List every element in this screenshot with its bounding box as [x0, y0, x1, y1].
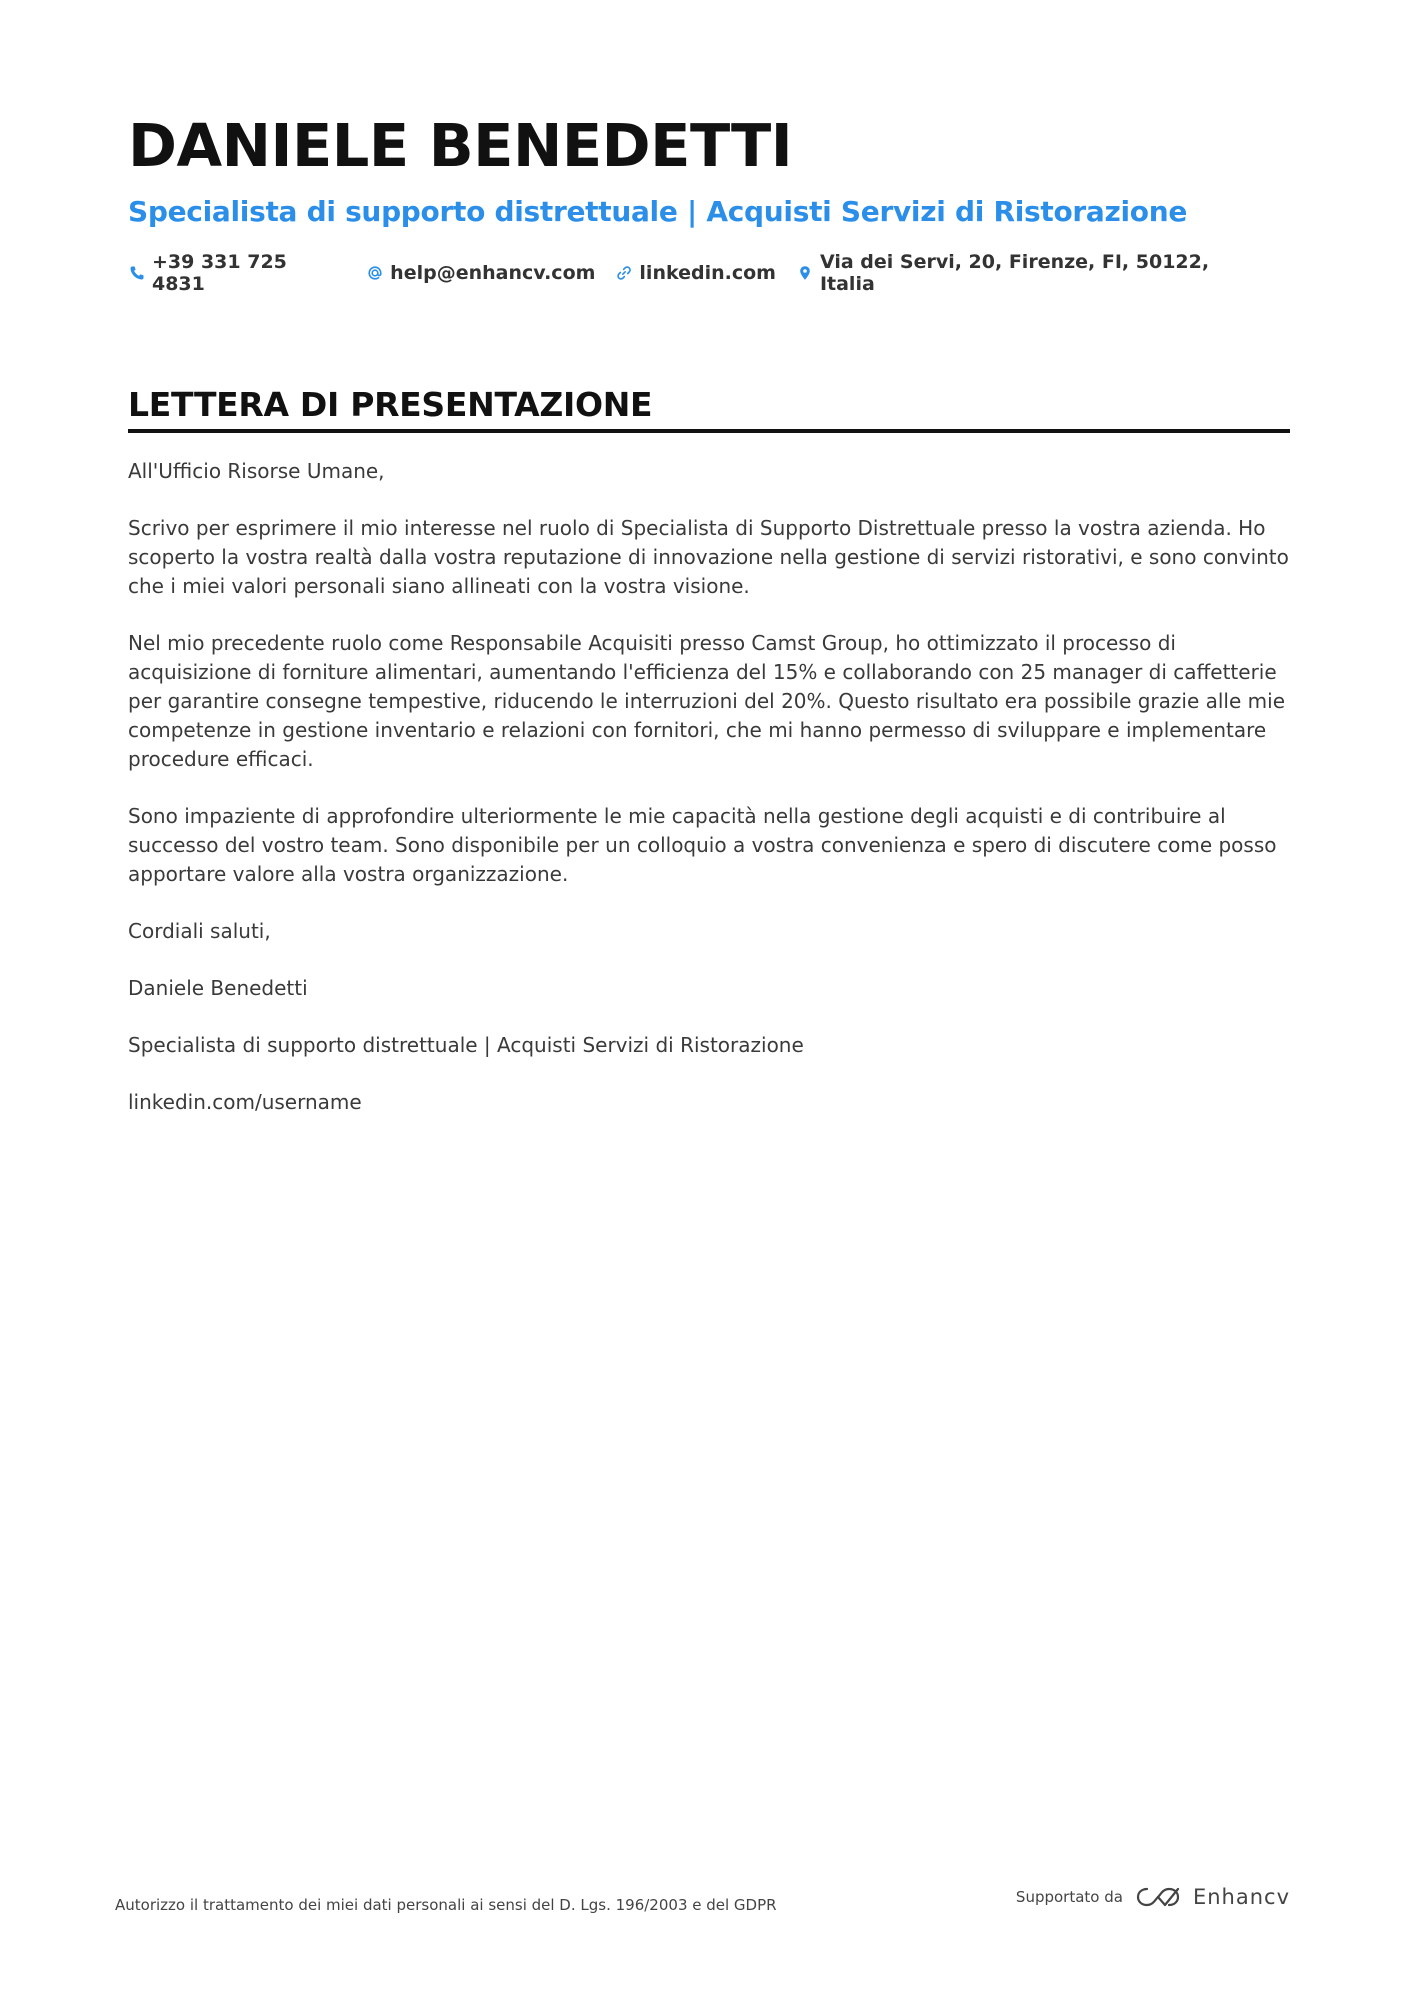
letter-body: [128, 457, 1290, 1117]
contact-email[interactable]: [366, 262, 595, 284]
location-pin-icon: [796, 264, 814, 282]
powered-by[interactable]: [1016, 1884, 1290, 1910]
signature-link[interactable]: linkedin.com/username: [128, 1089, 362, 1114]
letter-paragraph: Nel mio precedente ruolo come Responsabile Acquisiti presso Camst Group, ho ottimizzato il processo di acquisizione di forniture alimentari, aumentando l'efficienza del 15% e collaborando con 25 manager di caffetterie per garantire consegne tempestive, riducendo le interruzioni del 20%. Questo risultato era possibile grazie alle mie competenze in gestione inventario e relazioni con fornitori, che mi hanno permesso di sviluppare e implementare procedure efficaci.: [128, 630, 1285, 771]
applicant-name: DANIELE BENEDETTI: [128, 111, 793, 180]
contact-linkedin[interactable]: [615, 262, 776, 284]
contact-bar: [128, 251, 1290, 295]
address-text: Via dei Servi, 20, Firenze, FI, 50122, Italia: [819, 250, 1210, 295]
powered-by-label: Supportato da: [1015, 1888, 1123, 1906]
enhancv-logo-icon: [1135, 1884, 1181, 1910]
letter-salutation: All'Ufficio Risorse Umane,: [128, 458, 385, 483]
letter-closing: Cordiali saluti,: [128, 918, 271, 943]
cover-letter-page: [128, 108, 1290, 1145]
consent-notice: Autorizzo il trattamento dei miei dati personali ai sensi del D. Lgs. 196/2003 e del GDPR: [115, 1896, 777, 1914]
signature-title: Specialista di supporto distrettuale | Acquisti Servizi di Ristorazione: [128, 1032, 804, 1057]
contact-phone: [128, 251, 346, 295]
linkedin-link: linkedin.com: [639, 261, 776, 284]
enhancv-brand-text: Enhancv: [1192, 1885, 1290, 1909]
phone-icon: [128, 264, 146, 282]
at-icon: [366, 264, 384, 282]
phone-number: +39 331 725 4831: [151, 250, 287, 295]
section-divider: [128, 429, 1290, 433]
letter-paragraph: Scrivo per esprimere il mio interesse nel ruolo di Specialista di Supporto Distrettuale presso la vostra azienda. Ho scoperto la vostra realtà dalla vostra reputazione di innovazione nella gestione di servizi ristorativi, e sono convinto che i miei valori personali siano allineati con la vostra visione.: [128, 515, 1289, 598]
applicant-title: Specialista di supporto distrettuale | Acquisti Servizi di Ristorazione: [128, 195, 1188, 228]
section-title: LETTERA DI PRESENTAZIONE: [128, 384, 653, 424]
signature-name: Daniele Benedetti: [128, 975, 308, 1000]
letter-paragraph: Sono impaziente di approfondire ulteriormente le mie capacità nella gestione degli acquisti e di contribuire al successo del vostro team. Sono disponibile per un colloquio a vostra convenienza e spero di discutere come posso apportare valore alla vostra organizzazione.: [128, 803, 1277, 886]
contact-address: [796, 251, 1270, 295]
link-icon: [615, 264, 633, 282]
email-address: help@enhancv.com: [390, 261, 596, 284]
